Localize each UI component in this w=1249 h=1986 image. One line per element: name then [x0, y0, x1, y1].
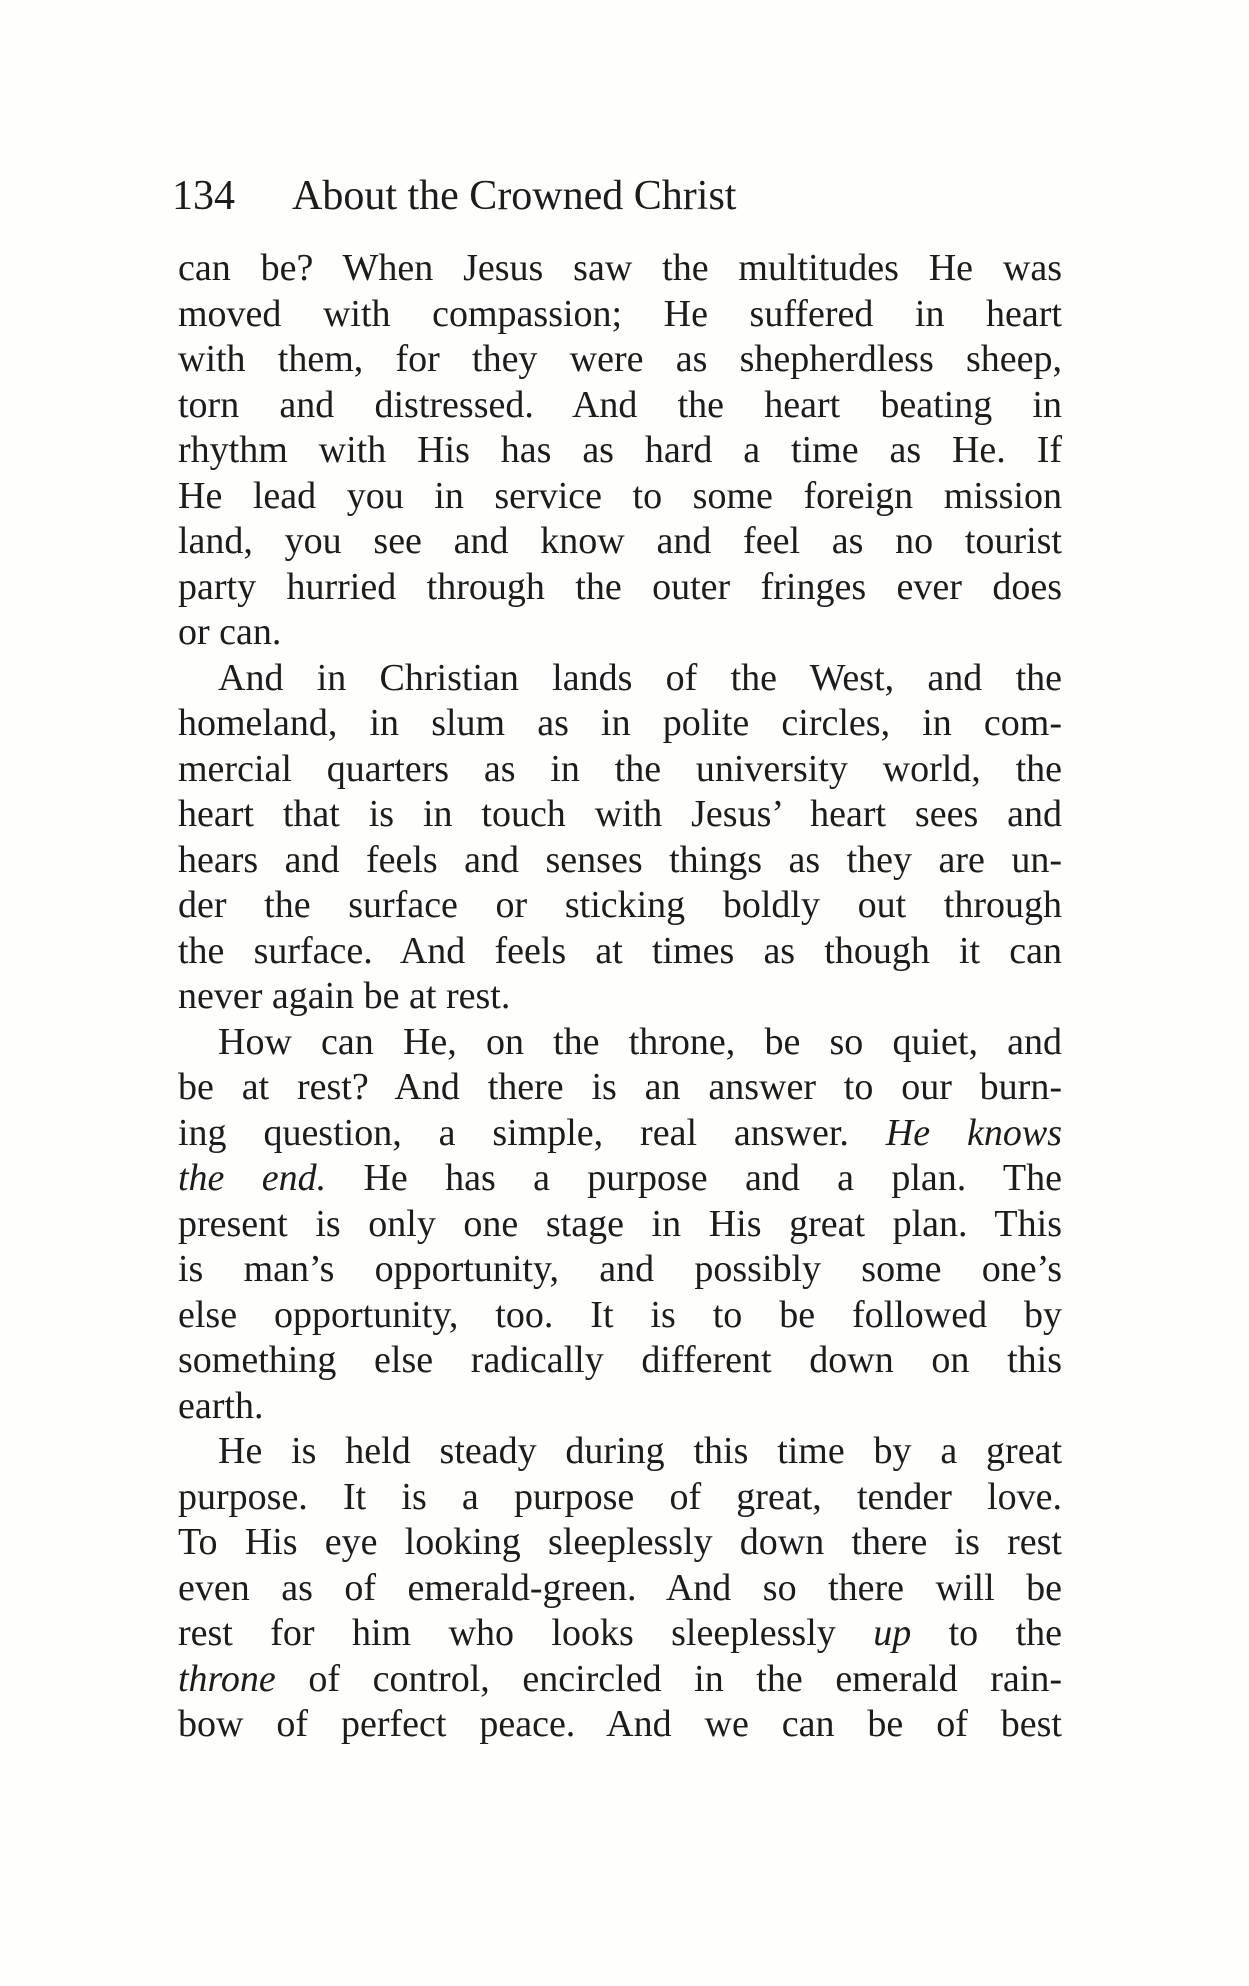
text-line: mercial quarters as in the university world, the	[178, 747, 1062, 790]
text-line	[178, 1657, 1062, 1703]
text-line: never again be at rest.	[178, 975, 511, 1017]
text-line: with them, for they were as shepherdless sheep,	[178, 338, 1062, 380]
italic-text: up	[873, 1612, 912, 1654]
text-line	[178, 1611, 1062, 1657]
text-span: to the	[911, 1612, 1062, 1654]
text-line: or can.	[178, 611, 282, 653]
italic-text: the end.	[178, 1157, 327, 1199]
text-line: the surface. And feels at times as though it can	[178, 929, 1062, 972]
text-line: earth.	[178, 1384, 264, 1427]
text-line: hears and feels and senses things as they are un-	[178, 838, 1062, 881]
italic-text: throne	[178, 1657, 276, 1700]
text-line: rhythm with His has as hard a time as He. If	[178, 429, 1062, 471]
text-line: can be? When Jesus saw the multitudes He was	[178, 247, 1062, 289]
text-span: ing question, a simple, real answer.	[178, 1111, 886, 1154]
page-number: 134	[172, 173, 235, 219]
text-line: bow of perfect peace. And we can be of best	[178, 1703, 1062, 1745]
text-line: is man’s opportunity, and possibly some one’s	[178, 1248, 1062, 1290]
text-line	[178, 1156, 1062, 1202]
text-line: land, you see and know and feel as no tourist	[178, 520, 1062, 562]
text-line: present is only one stage in His great plan. This	[178, 1202, 1062, 1245]
text-line: purpose. It is a purpose of great, tender love.	[178, 1475, 1062, 1518]
page-header	[172, 168, 1072, 224]
body-text	[178, 246, 1062, 1748]
text-line: torn and distressed. And the heart beating in	[178, 383, 1062, 426]
text-line	[178, 1111, 1062, 1157]
text-line: heart that is in touch with Jesus’ heart sees and	[178, 793, 1062, 835]
text-line: moved with compassion; He suffered in heart	[178, 292, 1062, 335]
text-line: be at rest? And there is an answer to our burn-	[178, 1066, 1062, 1108]
text-line: else opportunity, too. It is to be followed by	[178, 1293, 1062, 1336]
text-line: And in Christian lands of the West, and the	[218, 656, 1062, 699]
italic-text: He knows	[885, 1111, 1062, 1154]
text-span: He has a purpose and a plan. The	[326, 1157, 1063, 1199]
text-line: He is held steady during this time by a great	[218, 1430, 1062, 1472]
text-line: He lead you in service to some foreign mission	[178, 474, 1062, 517]
text-span: of control, encircled in the emerald rain-	[275, 1657, 1062, 1700]
text-line: How can He, on the throne, be so quiet, and	[218, 1020, 1062, 1063]
text-line: To His eye looking sleeplessly down there is rest	[178, 1521, 1062, 1563]
text-line: der the surface or sticking boldly out through	[178, 884, 1062, 926]
running-title: About the Crowned Christ	[292, 173, 737, 219]
text-line: something else radically different down on this	[178, 1339, 1062, 1381]
text-line: homeland, in slum as in polite circles, in com-	[178, 702, 1062, 744]
text-line: even as of emerald-green. And so there will be	[178, 1566, 1062, 1609]
text-span: rest for him who looks sleeplessly	[178, 1612, 874, 1654]
text-line: party hurried through the outer fringes ever does	[178, 565, 1062, 608]
